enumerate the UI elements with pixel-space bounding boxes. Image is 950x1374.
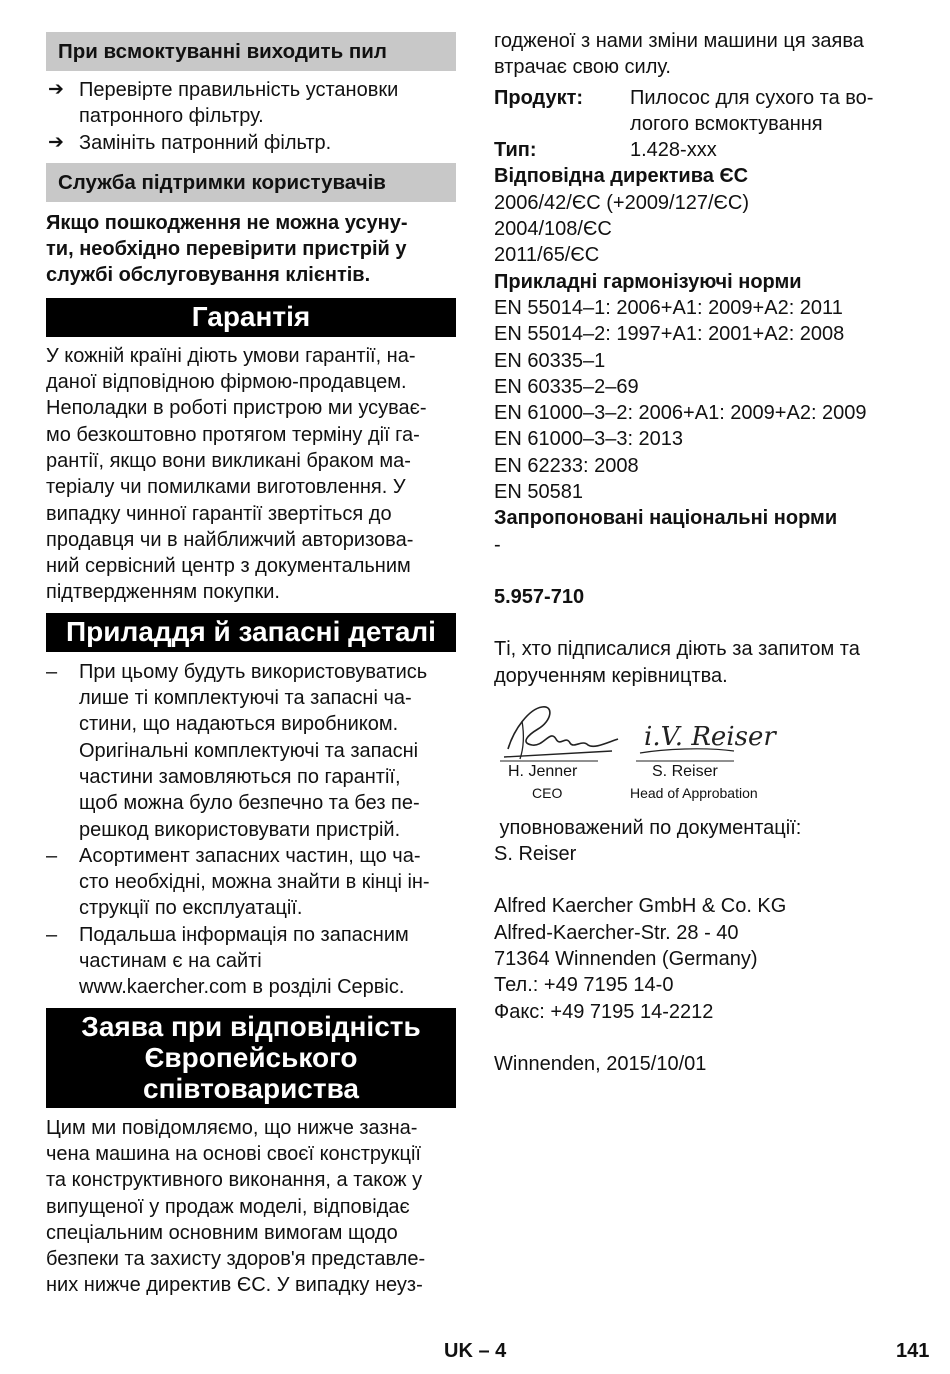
product-label: Продукт: bbox=[494, 86, 584, 109]
national-heading: Запропоновані національні норми bbox=[494, 507, 838, 530]
list-line: решкод використовувати пристрій. bbox=[79, 818, 401, 841]
text-line: теріалу чи помилками виготовлення. У bbox=[46, 476, 406, 499]
text-line: даної відповідною фірмою-продавцем. bbox=[46, 371, 407, 394]
text-line: рантії, якщо вони викликані браком ма- bbox=[46, 449, 411, 472]
text-line: мо безкоштовно протягом терміну дії га- bbox=[46, 423, 420, 446]
arrow-right-icon: ➔ bbox=[48, 131, 64, 153]
norm-line: EN 50581 bbox=[494, 481, 583, 504]
signer-1-name: H. Jenner bbox=[508, 762, 578, 780]
text-line: чена машина на основі своєї конструкції bbox=[46, 1142, 421, 1165]
text-line: підтвердженням покупки. bbox=[46, 581, 280, 604]
dust-list bbox=[46, 77, 456, 156]
left-column bbox=[46, 32, 456, 1299]
conformity-heading bbox=[46, 1008, 456, 1108]
text-line: втрачає свою силу. bbox=[494, 56, 671, 79]
page-number: 141 bbox=[896, 1340, 930, 1362]
text-line: спеціальним основним вимогам щодо bbox=[46, 1221, 398, 1244]
signer-2-role: Head of Approbation bbox=[630, 784, 758, 801]
text-line: службі обслуговування клієнтів. bbox=[46, 264, 371, 287]
handwritten-signature: i.V. Reiser bbox=[644, 721, 776, 752]
list-line: Подальша інформація по запасним bbox=[79, 923, 409, 946]
accessories-heading: Приладдя й запасні деталі bbox=[46, 613, 456, 652]
product-value bbox=[630, 85, 914, 138]
support-heading: Служба підтримки користувачів bbox=[46, 163, 456, 202]
list-line: Перевірте правильність установки bbox=[79, 79, 399, 101]
norm-line: EN 60335–1 bbox=[494, 349, 606, 372]
list-item bbox=[46, 843, 456, 922]
dash-bullet: – bbox=[46, 923, 58, 946]
directive-line: 2004/108/ЄС bbox=[494, 218, 612, 241]
norm-line: EN 60335–2–69 bbox=[494, 375, 639, 398]
text-line: них нижче директив ЄС. У випадку неуз- bbox=[46, 1274, 423, 1297]
type-value: 1.428-xxx bbox=[630, 139, 717, 162]
signature-block bbox=[494, 699, 914, 809]
text-line: Ті, хто підписалися діють за запитом та bbox=[494, 638, 860, 661]
list-line: частинам є на сайті bbox=[79, 950, 262, 973]
signature-image bbox=[494, 699, 794, 771]
list-line: щоб можна було безпечно та без пе- bbox=[79, 792, 420, 815]
document-number: 5.957-710 bbox=[494, 585, 585, 608]
accessories-list bbox=[46, 659, 456, 1001]
address-line: Факс: +49 7195 14-2212 bbox=[494, 1000, 714, 1023]
list-line: Асортимент запасних частин, що ча- bbox=[79, 844, 421, 867]
arrow-right-icon: ➔ bbox=[48, 79, 64, 100]
heading-line: співтовариства bbox=[143, 1072, 359, 1104]
list-line: струкції по експлуатації. bbox=[79, 897, 303, 920]
norms-heading: Прикладні гармонізуючі норми bbox=[494, 270, 802, 293]
norm-line: EN 55014–2: 1997+A1: 2001+A2: 2008 bbox=[494, 323, 845, 346]
norm-line: EN 55014–1: 2006+A1: 2009+A2: 2011 bbox=[494, 296, 843, 319]
list-line: частини замовляються по гарантії, bbox=[79, 765, 401, 788]
address-line: Alfred Kaercher GmbH & Co. KG bbox=[494, 895, 787, 918]
text-line: продавця чи в найближчий авторизова- bbox=[46, 528, 414, 551]
national-value: - bbox=[494, 533, 501, 556]
warranty-text bbox=[46, 343, 456, 606]
text-line: У кожній країні діють умови гарантії, на- bbox=[46, 344, 416, 367]
list-line: Оригінальні комплектуючі та запасні bbox=[79, 739, 419, 762]
conformity-text bbox=[46, 1115, 456, 1299]
list-item bbox=[46, 130, 456, 156]
directive-line: 2011/65/ЄС bbox=[494, 244, 600, 267]
text-line: дорученням керівництва. bbox=[494, 664, 728, 687]
norm-line: EN 61000–3–2: 2006+A1: 2009+A2: 2009 bbox=[494, 402, 867, 425]
list-line: сто необхідні, можна знайти в кінці ін- bbox=[79, 871, 430, 894]
dash-bullet: – bbox=[46, 660, 58, 683]
heading-line: Європейського bbox=[144, 1041, 358, 1073]
text-line: S. Reiser bbox=[494, 843, 577, 866]
norm-line: EN 62233: 2008 bbox=[494, 454, 639, 477]
address-line: 71364 Winnenden (Germany) bbox=[494, 948, 758, 971]
list-line: www.kaercher.com в розділі Сервіс. bbox=[79, 976, 405, 999]
heading-line: Заява при відповідність bbox=[81, 1010, 421, 1042]
list-line: лише ті комплектуючі та запасні ча- bbox=[79, 687, 412, 710]
text-line: випадку чинної гарантії звертіться до bbox=[46, 502, 392, 525]
signer-1-role: CEO bbox=[532, 784, 563, 801]
list-line: Замініть патронний фільтр. bbox=[79, 131, 332, 154]
address-block bbox=[494, 893, 914, 1024]
footer-section-label: UK – 4 bbox=[444, 1340, 507, 1362]
text-line: Цим ми повідомляємо, що нижче зазна- bbox=[46, 1116, 418, 1139]
text-line: Пилосос для сухого та во- bbox=[630, 86, 874, 109]
support-text bbox=[46, 210, 456, 289]
type-label: Тип: bbox=[494, 139, 537, 162]
right-column bbox=[494, 28, 914, 1077]
dash-bullet: – bbox=[46, 844, 58, 867]
place-date: Winnenden, 2015/10/01 bbox=[494, 1052, 707, 1075]
address-line: Тел.: +49 7195 14-0 bbox=[494, 974, 674, 997]
list-item bbox=[46, 659, 456, 843]
text-line: безпеки та захисту здоров'я представле- bbox=[46, 1248, 426, 1271]
text-line: випущеної у продаж моделі, відповідає bbox=[46, 1195, 410, 1218]
text-line: ний сервісний центр з документальним bbox=[46, 555, 411, 578]
directives-heading: Відповідна директива ЄС bbox=[494, 165, 749, 188]
text-line: логого всмоктування bbox=[630, 112, 823, 135]
list-line: патронного фільтру. bbox=[79, 105, 264, 128]
signer-2-name: S. Reiser bbox=[652, 762, 718, 780]
address-line: Alfred-Kaercher-Str. 28 - 40 bbox=[494, 921, 739, 944]
list-item bbox=[46, 922, 456, 1001]
directive-line: 2006/42/ЄС (+2009/127/ЄС) bbox=[494, 191, 750, 214]
list-line: стини, що надаються виробником. bbox=[79, 713, 399, 736]
text-line: Якщо пошкодження не можна усуну- bbox=[46, 211, 408, 234]
text-line: Неполадки в роботі пристрою ми усуває- bbox=[46, 397, 427, 420]
dust-heading: При всмоктуванні виходить пил bbox=[46, 32, 456, 71]
list-line: При цьому будуть використовуватись bbox=[79, 660, 428, 683]
product-row bbox=[494, 85, 914, 138]
text-line: уповноважений по документації: bbox=[494, 816, 802, 839]
text-line: годженої з нами зміни машини ця заява bbox=[494, 30, 864, 52]
warranty-heading: Гарантія bbox=[46, 298, 456, 337]
type-row bbox=[494, 137, 914, 163]
text-line: ти, необхідно перевірити пристрій у bbox=[46, 238, 407, 261]
text-line: та конструктивного виконання, а також у bbox=[46, 1169, 423, 1192]
list-item bbox=[46, 77, 456, 130]
norm-line: EN 61000–3–3: 2013 bbox=[494, 428, 684, 451]
